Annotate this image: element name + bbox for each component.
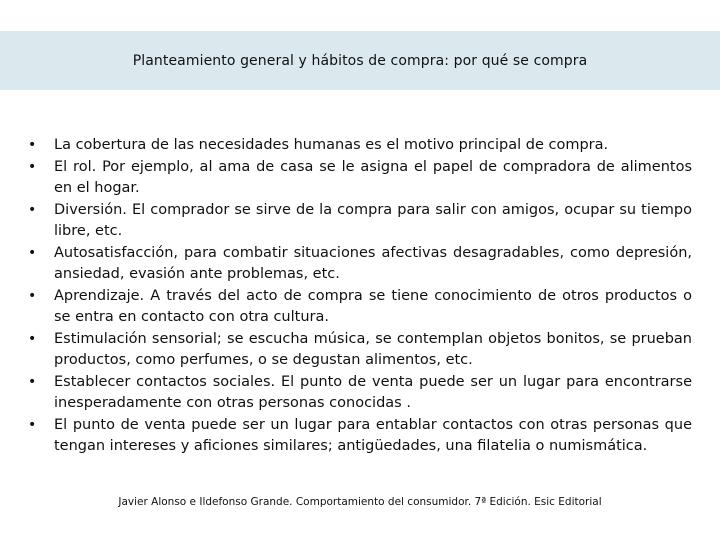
bullet-text: Estimulación sensorial; se escucha música, se contemplan objetos bonitos, se prueban productos, como perfumes, o se degustan alimentos, etc. bbox=[54, 330, 692, 368]
slide-title: Planteamiento general y hábitos de compra: por qué se compra bbox=[132, 52, 588, 69]
bullet-item-needs bbox=[28, 135, 692, 157]
bullet-item-sensory bbox=[28, 329, 692, 372]
bullet-dot: • bbox=[28, 287, 37, 304]
bullet-text: Autosatisfacción, para combatir situaciones afectivas desagradables, como depresión, ansiedad, evasión ante problemas, etc. bbox=[54, 244, 692, 282]
bullet-dot: • bbox=[28, 201, 37, 218]
bullet-text: El rol. Por ejemplo, al ama de casa se le asigna el papel de compradora de alimentos en el hogar. bbox=[54, 158, 692, 196]
bullet-item-self-satisfaction bbox=[28, 243, 692, 286]
bullet-dot: • bbox=[28, 244, 37, 261]
bullet-text: Diversión. El comprador se sirve de la compra para salir con amigos, ocupar su tiempo libre, etc. bbox=[54, 201, 692, 239]
bullet-item-interests bbox=[28, 415, 692, 458]
bullet-item-learning bbox=[28, 286, 692, 329]
bullet-dot: • bbox=[28, 330, 37, 347]
bullet-dot: • bbox=[28, 416, 37, 433]
bullet-dot: • bbox=[28, 373, 37, 390]
bullet-list bbox=[28, 135, 692, 458]
title-band bbox=[0, 31, 720, 90]
bullet-item-fun bbox=[28, 200, 692, 243]
bullet-text: Establecer contactos sociales. El punto de venta puede ser un lugar para encontrarse inesperadamente con otras personas conocidas . bbox=[54, 373, 692, 411]
bullet-dot: • bbox=[28, 137, 37, 153]
bullet-text: Aprendizaje. A través del acto de compra se tiene conocimiento de otros productos o se entra en contacto con otra cultura. bbox=[54, 287, 692, 325]
bullet-dot: • bbox=[28, 158, 37, 175]
citation-footer: Javier Alonso e Ildefonso Grande. Comportamiento del consumidor. 7ª Edición. Esic Editorial bbox=[118, 496, 602, 508]
bullet-text: El punto de venta puede ser un lugar para entablar contactos con otras personas que tengan intereses y aficiones similares; antigüedades, una filatelia o numismática. bbox=[54, 416, 692, 454]
bullet-text: La cobertura de las necesidades humanas es el motivo principal de compra. bbox=[54, 137, 609, 153]
bullet-item-role bbox=[28, 157, 692, 200]
bullet-item-social bbox=[28, 372, 692, 415]
